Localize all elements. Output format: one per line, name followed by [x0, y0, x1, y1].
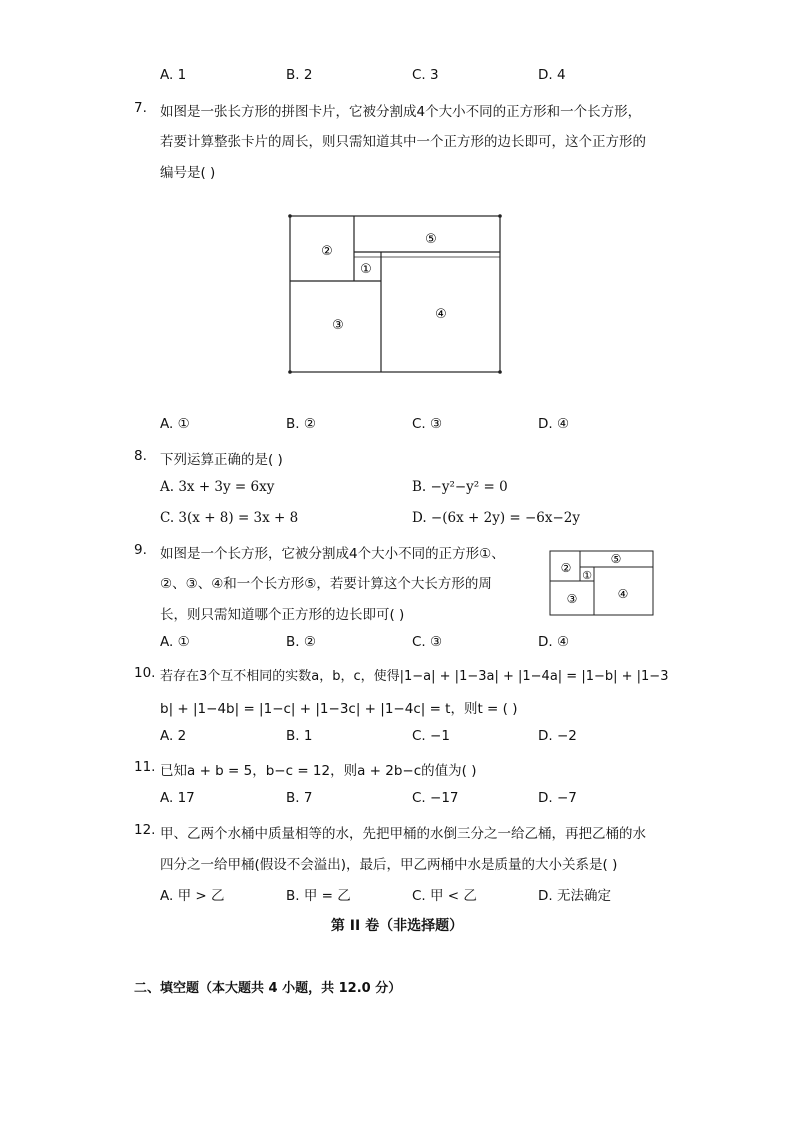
q9-figure: [548, 548, 656, 618]
q6-option-a: A. 1: [160, 67, 187, 83]
q7-figure-label-2: ②: [321, 244, 333, 259]
q7-option-b: B. ②: [286, 416, 316, 432]
q8-option-c: C. 3(x + 8) = 3x + 8: [160, 510, 299, 526]
q9-stem-line-1: 如图是一个长方形，它被分割成4个大小不同的正方形①、: [160, 546, 505, 562]
q8-stem: 下列运算正确的是( ): [160, 452, 283, 468]
q10-stem-line-2: b| + |1−4b| = |1−c| + |1−3c| + |1−4c| = t，则t = ( ): [160, 701, 518, 717]
q9-figure-label-5: ⑤: [610, 552, 622, 566]
q12-number: 12.: [134, 822, 156, 838]
q8-number: 8.: [134, 448, 147, 464]
q11-stem: 已知a + b = 5，b−c = 12，则a + 2b−c的值为( ): [160, 763, 477, 779]
q12-option-d: D. 无法确定: [538, 888, 611, 904]
part2-title: 第 II 卷（非选择题）: [330, 918, 464, 934]
q9-option-b: B. ②: [286, 634, 316, 650]
q6-option-b: B. 2: [286, 67, 313, 83]
q7-figure: [286, 212, 504, 376]
q7-stem-line-3: 编号是( ): [160, 165, 216, 181]
q6-option-d: D. 4: [538, 67, 566, 83]
q9-figure-label-1: ①: [582, 569, 592, 582]
q9-option-c: C. ③: [412, 634, 443, 650]
q10-stem-line-1: 若存在3个互不相同的实数a，b，c，使得|1−a| + |1−3a| + |1−4a| = |1−b| + |1−3: [160, 669, 669, 684]
q9-stem-line-3: 长，则只需知道哪个正方形的边长即可( ): [160, 607, 405, 623]
q9-figure-label-2: ②: [560, 561, 572, 575]
q11-option-a: A. 17: [160, 790, 195, 806]
q7-figure-label-3: ③: [332, 318, 344, 333]
q10-option-b: B. 1: [286, 728, 313, 744]
q7-option-c: C. ③: [412, 416, 443, 432]
q7-figure-label-5: ⑤: [425, 232, 437, 247]
q10-option-d: D. −2: [538, 728, 577, 744]
q9-option-a: A. ①: [160, 634, 190, 650]
q11-option-c: C. −17: [412, 790, 459, 806]
q12-stem-line-2: 四分之一给甲桶(假设不会溢出)，最后，甲乙两桶中水是质量的大小关系是( ): [160, 857, 618, 873]
q7-figure-outer-rect: [290, 216, 500, 372]
q12-stem-line-1: 甲、乙两个水桶中质量相等的水，先把甲桶的水倒三分之一给乙桶，再把乙桶的水: [160, 826, 646, 842]
q8-option-d: D. −(6x + 2y) = −6x−2y: [412, 510, 581, 526]
q7-number: 7.: [134, 100, 147, 116]
q10-option-c: C. −1: [412, 728, 450, 744]
section2-heading: 二、填空题（本大题共 4 小题，共 12.0 分）: [134, 981, 402, 996]
q11-option-d: D. −7: [538, 790, 577, 806]
q10-option-a: A. 2: [160, 728, 187, 744]
q9-figure-label-3: ③: [566, 592, 578, 606]
q6-option-c: C. 3: [412, 67, 439, 83]
q7-figure-label-4: ④: [435, 307, 447, 322]
q7-option-a: A. ①: [160, 416, 190, 432]
q9-stem-line-2: ②、③、④和一个长方形⑤，若要计算这个大长方形的周: [160, 576, 492, 592]
q7-stem-line-1: 如图是一张长方形的拼图卡片，它被分割成4个大小不同的正方形和一个长方形，: [160, 104, 642, 120]
q8-option-a: A. 3x + 3y = 6xy: [160, 479, 275, 495]
q11-number: 11.: [134, 759, 156, 775]
q11-option-b: B. 7: [286, 790, 313, 806]
q12-option-a: A. 甲 > 乙: [160, 888, 225, 904]
q7-figure-label-1: ①: [360, 262, 372, 277]
q7-option-d: D. ④: [538, 416, 570, 432]
q9-number: 9.: [134, 542, 147, 558]
q9-figure-label-4: ④: [617, 587, 629, 601]
q10-number: 10.: [134, 665, 156, 681]
q12-option-c: C. 甲 < 乙: [412, 888, 477, 904]
q7-stem-line-2: 若要计算整张卡片的周长，则只需知道其中一个正方形的边长即可，这个正方形的: [160, 134, 646, 150]
q8-option-b: B. −y²−y² = 0: [412, 479, 508, 495]
q9-option-d: D. ④: [538, 634, 570, 650]
q12-option-b: B. 甲 = 乙: [286, 888, 351, 904]
